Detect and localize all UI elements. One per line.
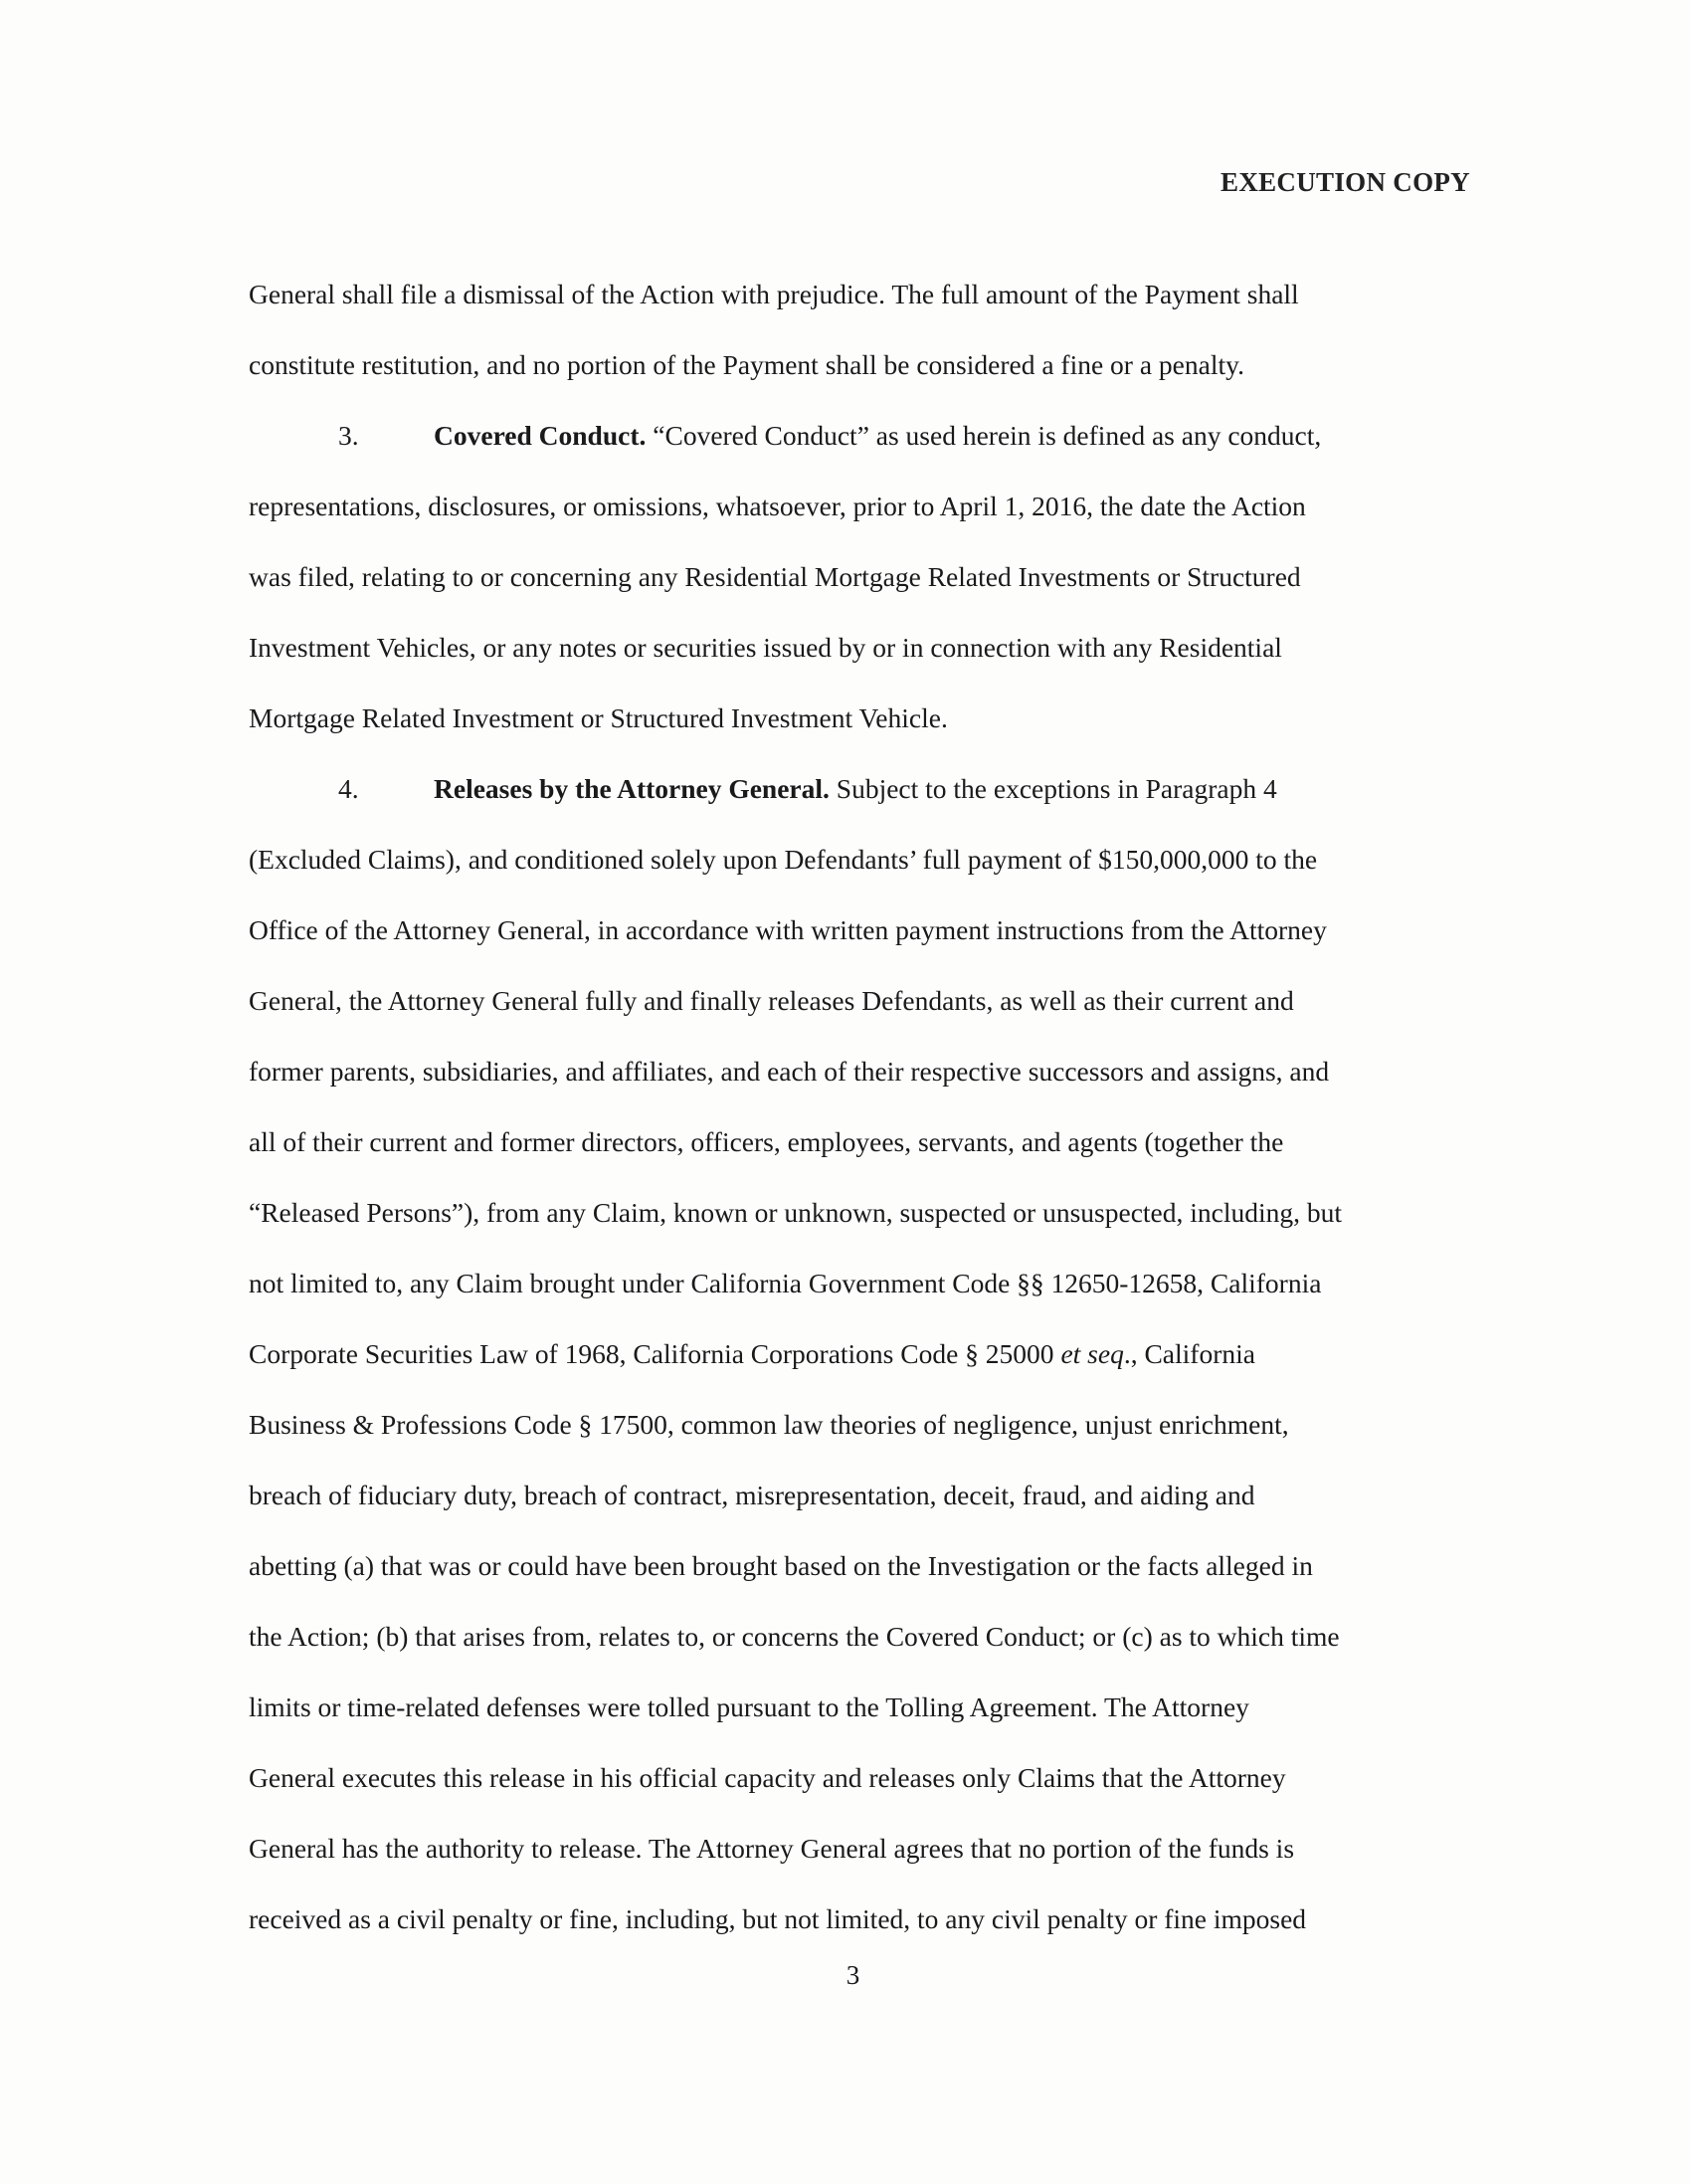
text-line: received as a civil penalty or fine, including, but not limited, to any civil penalty or fine imposed (249, 1903, 1307, 1934)
paragraph-4-first-line (249, 753, 1472, 824)
text-line: “Released Persons”), from any Claim, known or unknown, suspected or unsuspected, including, but (249, 1197, 1343, 1228)
text-line: Investment Vehicles, or any notes or securities issued by or in connection with any Residential (249, 632, 1282, 663)
text-line: General has the authority to release. The Attorney General agrees that no portion of the funds is (249, 1833, 1295, 1864)
text-run: “Covered Conduct” as used herein is defined as any conduct, (646, 420, 1322, 451)
paragraph-heading: Releases by the Attorney General. (434, 773, 830, 804)
text-line: the Action; (b) that arises from, relates to, or concerns the Covered Conduct; or (c) as to which time (249, 1621, 1340, 1652)
text-line: General, the Attorney General fully and finally releases Defendants, as well as their current and (249, 985, 1294, 1016)
text-run: Corporate Securities Law of 1968, California Corporations Code § 25000 (249, 1338, 1061, 1369)
text-line: Business & Professions Code § 17500, common law theories of negligence, unjust enrichment, (249, 1409, 1289, 1440)
text-line: representations, disclosures, or omissions, whatsoever, prior to April 1, 2016, the date the Action (249, 491, 1306, 521)
paragraph-number: 4. (338, 773, 359, 804)
text-line: constitute restitution, and no portion of the Payment shall be considered a fine or a penalty. (249, 349, 1244, 380)
italic-term: et seq (1060, 1338, 1124, 1369)
paragraph-number: 3. (338, 420, 359, 451)
text-run: Subject to the exceptions in Paragraph 4 (829, 773, 1277, 804)
text-line: all of their current and former directors, officers, employees, servants, and agents (together the (249, 1126, 1284, 1157)
text-line: Office of the Attorney General, in accordance with written payment instructions from the Attorney (249, 914, 1327, 945)
text-run: ., California (1123, 1338, 1255, 1369)
text-line: abetting (a) that was or could have been brought based on the Investigation or the facts alleged in (249, 1550, 1313, 1581)
text-line: General executes this release in his official capacity and releases only Claims that the Attorney (249, 1762, 1286, 1793)
text-line (249, 1318, 1472, 1389)
text-line: Mortgage Related Investment or Structured Investment Vehicle. (249, 702, 948, 733)
paragraph-3-first-line (249, 400, 1472, 471)
text-line: was filed, relating to or concerning any Residential Mortgage Related Investments or Structured (249, 561, 1301, 592)
text-line: former parents, subsidiaries, and affiliates, and each of their respective successors and assigns, and (249, 1056, 1330, 1087)
text-line: limits or time-related defenses were tolled pursuant to the Tolling Agreement. The Attorney (249, 1691, 1249, 1722)
text-line: General shall file a dismissal of the Action with prejudice. The full amount of the Payment shall (249, 279, 1299, 309)
text-line: not limited to, any Claim brought under California Government Code §§ 12650-12658, California (249, 1268, 1322, 1298)
page-number: 3 (846, 1960, 860, 1990)
document-body (249, 259, 1472, 1954)
execution-copy-header: EXECUTION COPY (1221, 167, 1470, 197)
text-line: (Excluded Claims), and conditioned solely upon Defendants’ full payment of $150,000,000 to the (249, 844, 1318, 875)
paragraph-heading: Covered Conduct. (434, 420, 647, 451)
text-line: breach of fiduciary duty, breach of contract, misrepresentation, deceit, fraud, and aiding and (249, 1480, 1255, 1510)
